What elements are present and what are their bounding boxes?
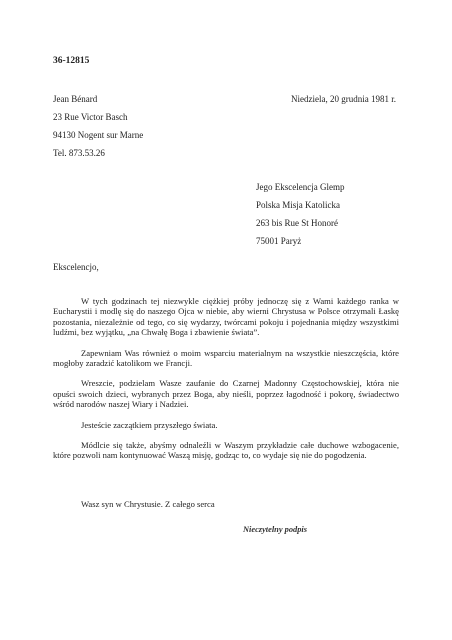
document-reference: 36-12815: [53, 56, 90, 66]
sender-block: [53, 90, 143, 162]
recipient-block: [256, 178, 344, 250]
sender-name: Jean Bénard: [53, 94, 98, 104]
body-paragraph-3: Wreszcie, podzielam Wasze zaufanie do Czarnej Madonny Częstochowskiej, która nie opuści swoich dzieci, wybranych przez Boga, aby nieśli, poprzez łagodność i pokorę, świadectwo wśród narodów naszej Wiary i Nadziei.: [53, 378, 399, 410]
recipient-org: Polska Misja Katolicka: [256, 200, 340, 210]
sender-phone: Tel. 873.53.26: [53, 148, 105, 158]
salutation: Ekscelencjo,: [53, 262, 99, 272]
letter-date: Niedziela, 20 grudnia 1981 r.: [291, 94, 396, 104]
body-paragraph-1: W tych godzinach tej niezwykle ciężkiej próby jednoczę się z Wami każdego ranka w Eucharystii i modlę się do naszego Ojca w niebie, aby wierni Chrystusa w Polsce otrzymali Łaskę pozostania, niezależnie od tego, co się wydarzy, twórcami pokoju i pojednania między wszystkimi ludźmi, bez wyjątku, „na Chwałę Boga i zbawienie świata”.: [53, 296, 399, 338]
recipient-city: 75001 Paryż: [256, 236, 302, 246]
closing-line: Wasz syn w Chrystusie. Z całego serca: [81, 499, 215, 509]
letter-body: [53, 296, 399, 471]
signature: Nieczytelny podpis: [243, 525, 307, 534]
recipient-street: 263 bis Rue St Honoré: [256, 218, 338, 228]
body-paragraph-2: Zapewniam Was również o moim wsparciu materialnym na wszystkie nieszczęścia, które mogłoby zaradzić katolikom we Francji.: [53, 347, 399, 369]
recipient-title: Jego Ekscelencja Glemp: [256, 182, 345, 192]
sender-city: 94130 Nogent sur Marne: [53, 130, 144, 140]
sender-street: 23 Rue Victor Basch: [53, 112, 128, 122]
body-paragraph-5: Módlcie się także, abyśmy odnaleźli w Waszym przykładzie całe duchowe wzbogacenie, które pozwoli nam kontynuować Waszą misję, godząc to, co wydaje się nie do pogodzenia.: [53, 440, 399, 461]
body-paragraph-4: Jesteście zaczątkiem przyszłego świata.: [81, 419, 218, 430]
